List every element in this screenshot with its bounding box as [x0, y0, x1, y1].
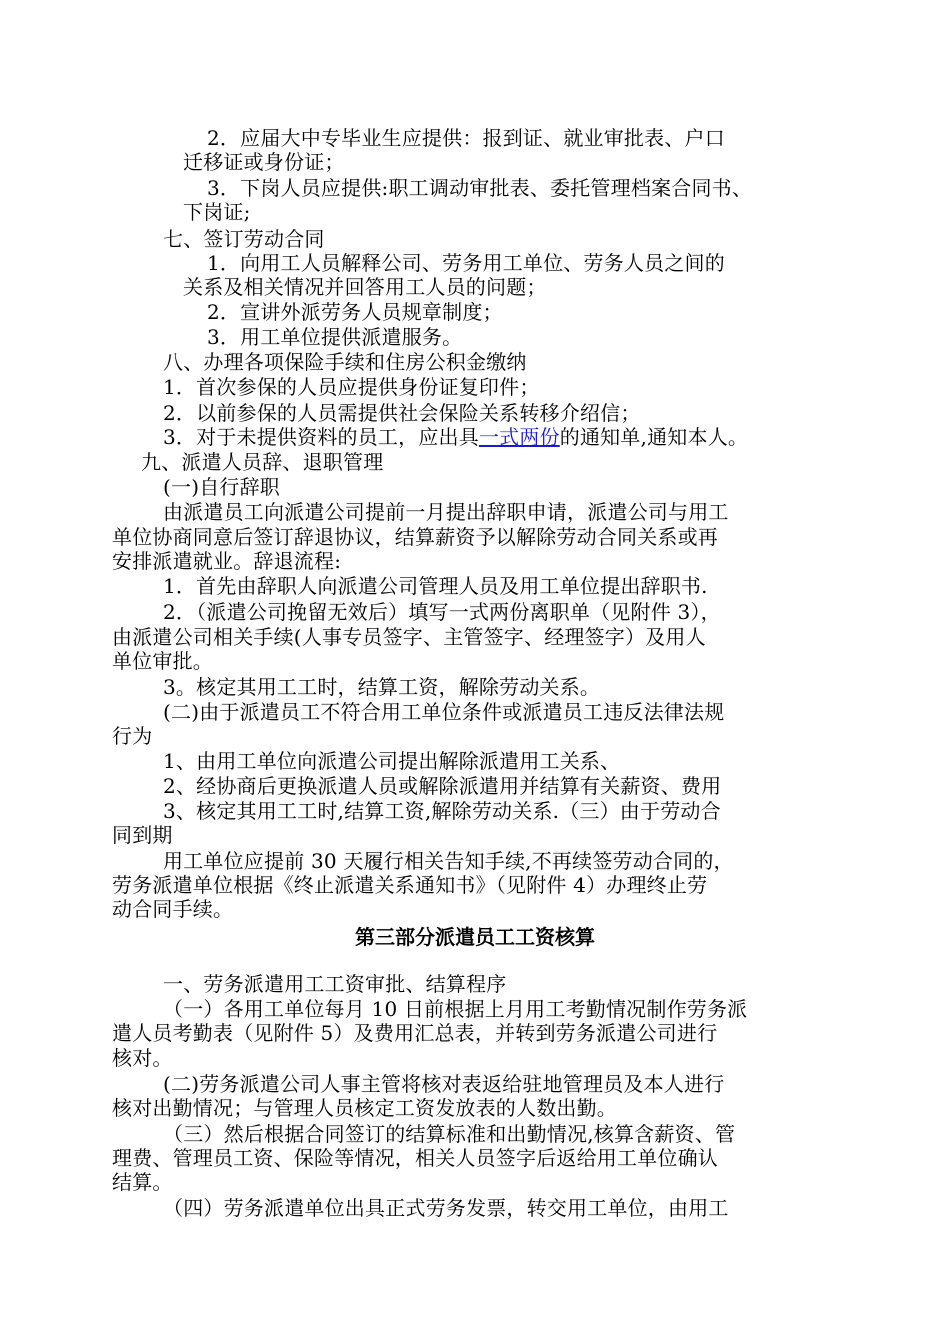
- text-line: 3、核定其用工工时,结算工资,解除劳动关系.（三）由于劳动合: [163, 799, 721, 823]
- section-title: 一、劳务派遣用工工资审批、结算程序: [163, 972, 507, 996]
- text-line: 迁移证或身份证；: [183, 150, 345, 174]
- text-line: (二)劳务派遣公司人事主管将核对表返给驻地管理员及本人进行: [163, 1072, 725, 1096]
- text-line: 同到期: [112, 823, 173, 847]
- text-line: 1．首次参保的人员应提供身份证复印件；: [163, 375, 540, 399]
- section-title: 九、派遣人员辞、退职管理: [141, 450, 384, 474]
- subsection-title: (一)自行辞职: [163, 475, 281, 499]
- subsection-title: (二)由于派遣员工不符合用工单位条件或派遣员工违反法律法规: [163, 700, 725, 724]
- text-line: 3．用工单位提供派遣服务。: [207, 325, 463, 349]
- text-line: 3。核定其用工工时，结算工资，解除劳动关系。: [163, 675, 601, 699]
- text-line: 1、由用工单位向派遣公司提出解除派遣用工关系、: [163, 749, 621, 773]
- text-line: 安排派遣就业。辞退流程:: [112, 549, 342, 573]
- notice-line: [163, 425, 748, 449]
- text-line: 由派遣公司相关手续(人事专员签字、主管签字、经理签字）及用人: [112, 625, 706, 649]
- text-line: 单位审批。: [112, 649, 213, 673]
- text-line: 单位协商同意后签订辞退协议，结算薪资予以解除劳动合同关系或再: [112, 525, 718, 549]
- text-line: 遣人员考勤表（见附件 5）及费用汇总表，并转到劳务派遣公司进行: [112, 1021, 718, 1045]
- text-line: 由派遣员工向派遣公司提前一月提出辞职申请，派遣公司与用工: [163, 500, 729, 524]
- section-title: 八、办理各项保险手续和住房公积金缴纳: [163, 350, 527, 374]
- text-line: （三）然后根据合同签订的结算标准和出勤情况,核算含薪资、管: [163, 1122, 736, 1146]
- section-heading: 第三部分派遣员工工资核算: [355, 925, 595, 949]
- text-line: 2．应届大中专毕业生应提供：报到证、就业审批表、户口: [207, 126, 725, 150]
- text-line: 3．下岗人员应提供:职工调动审批表、委托管理档案合同书、: [207, 176, 753, 200]
- notice-text-after: 的通知单,通知本人。: [559, 425, 749, 449]
- text-line: 结算。: [112, 1170, 173, 1194]
- text-line: 2．（派遣公司挽留无效后）填写一式两份离职单（见附件 3），: [163, 600, 721, 624]
- text-line: 核对。: [112, 1046, 173, 1070]
- text-line: 动合同手续。: [112, 897, 234, 921]
- text-line: 理费、管理员工资、保险等情况，相关人员签字后返给用工单位确认: [112, 1146, 718, 1170]
- duplicate-form-link[interactable]: 一式两份: [478, 425, 560, 449]
- section-title: 七、签订劳动合同: [163, 227, 325, 251]
- text-line: 下岗证;: [183, 200, 251, 224]
- text-line: 2．以前参保的人员需提供社会保险关系转移介绍信；: [163, 401, 641, 425]
- text-line: 1．向用工人员解释公司、劳务用工单位、劳务人员之间的: [207, 251, 725, 275]
- text-line: 2．宣讲外派劳务人员规章制度；: [207, 300, 503, 324]
- text-line: 行为: [112, 724, 153, 748]
- text-line: 关系及相关情况并回答用工人员的问题；: [183, 275, 547, 299]
- text-line: 核对出勤情况；与管理人员核定工资发放表的人数出勤。: [112, 1096, 617, 1120]
- text-line: （四）劳务派遣单位出具正式劳务发票，转交用工单位，由用工: [163, 1196, 729, 1220]
- text-line: 2、经协商后更换派遣人员或解除派遣用并结算有关薪资、费用: [163, 774, 722, 798]
- text-line: 用工单位应提前 30 天履行相关告知手续,不再续签劳动合同的，: [163, 849, 734, 873]
- text-line: （一）各用工单位每月 10 日前根据上月用工考勤情况制作劳务派: [163, 997, 748, 1021]
- text-line: 1．首先由辞职人向派遣公司管理人员及用工单位提出辞职书.: [163, 574, 708, 598]
- text-line: 劳务派遣单位根据《终止派遣关系通知书》（见附件 4）办理终止劳: [112, 873, 708, 897]
- notice-text-before: 3．对于未提供资料的员工，应出具: [163, 425, 479, 449]
